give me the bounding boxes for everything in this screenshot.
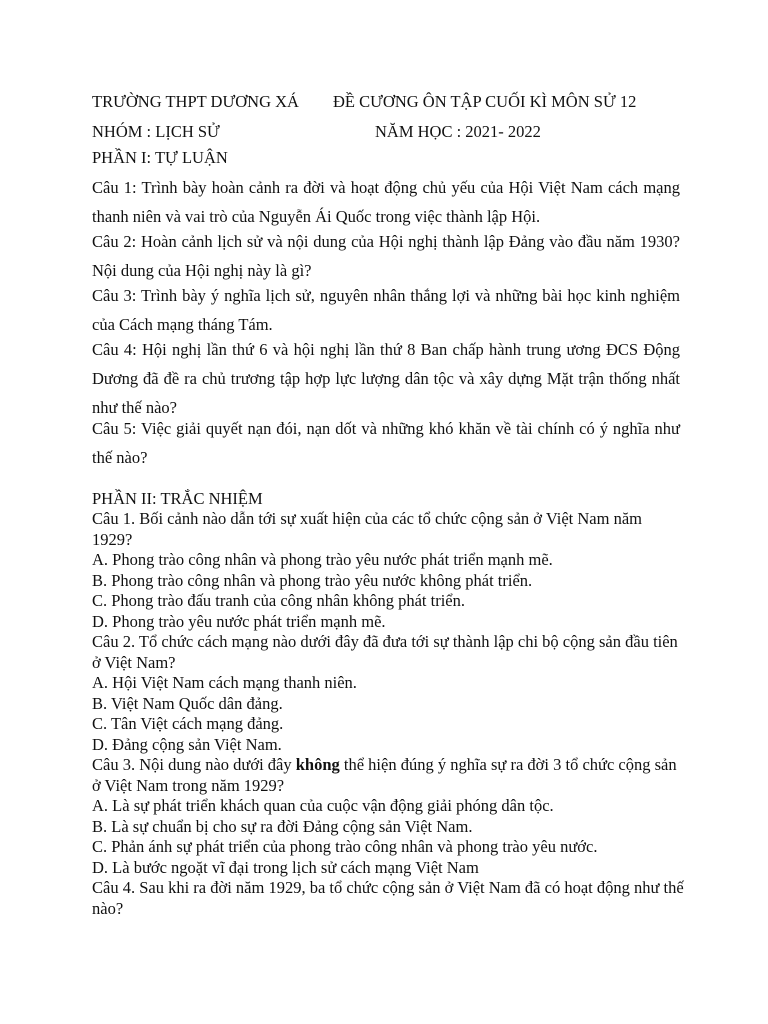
essay-question-4: Câu 4: Hội nghị lần thứ 6 và hội nghị lần thứ 8 Ban chấp hành trung ương ĐCS Động Dương đã đề ra chủ trương tập hợp lực lượng dân tộc và xây dựng Mặt trận thống nhất như thế nào? — [92, 340, 680, 417]
mcq-3-suffix: thể hiện đúng ý nghĩa sự ra đời 3 tổ chức cộng sản ở Việt Nam trong năm 1929? — [92, 755, 677, 795]
mcq-question-3 — [92, 755, 684, 796]
mcq-question-4: Câu 4. Sau khi ra đời năm 1929, ba tổ chức cộng sản ở Việt Nam đã có hoạt động như thế nào? — [92, 878, 684, 918]
school-name: TRƯỜNG THPT DƯƠNG XÁ — [92, 92, 299, 111]
mcq-3-option-d: D. Là bước ngoặt vĩ đại trong lịch sử cách mạng Việt Nam — [92, 857, 479, 877]
essay-question-1: Câu 1: Trình bày hoàn cảnh ra đời và hoạt động chủ yếu của Hội Việt Nam cách mạng thanh niên và vai trò của Nguyễn Ái Quốc trong việc thành lập Hội. — [92, 178, 680, 226]
document-title: ĐỀ CƯƠNG ÔN TẬP CUỐI KÌ MÔN SỬ 12 — [333, 92, 637, 111]
mcq-1-option-c: C. Phong trào đấu tranh của công nhân không phát triển. — [92, 591, 465, 610]
mcq-2-option-c: C. Tân Việt cách mạng đảng. — [92, 714, 284, 733]
mcq-3-option-b: B. Là sự chuẩn bị cho sự ra đời Đảng cộng sản Việt Nam. — [92, 816, 473, 836]
mcq-1-option-d: D. Phong trào yêu nước phát triển mạnh mẽ. — [92, 611, 386, 631]
mcq-3-option-c: C. Phản ánh sự phát triển của phong trào công nhân và phong trào yêu nước. — [92, 837, 598, 856]
mcq-1-option-b: B. Phong trào công nhân và phong trào yêu nước không phát triển. — [92, 570, 533, 590]
school-year: NĂM HỌC : 2021- 2022 — [375, 122, 541, 141]
mcq-3-prefix: Câu 3. Nội dung nào dưới đây — [92, 755, 296, 774]
mcq-3-emphasis: không — [295, 755, 340, 774]
mcq-1-option-a: A. Phong trào công nhân và phong trào yêu nước phát triển mạnh mẽ. — [92, 550, 553, 569]
mcq-2-option-b: B. Việt Nam Quốc dân đảng. — [92, 693, 283, 713]
mcq-question-1: Câu 1. Bối cảnh nào dẫn tới sự xuất hiện của các tổ chức cộng sản ở Việt Nam năm 1929? — [92, 509, 642, 549]
group-name: NHÓM : LỊCH SỬ — [92, 122, 220, 141]
mcq-3-option-a: A. Là sự phát triển khách quan của cuộc vận động giải phóng dân tộc. — [92, 796, 554, 815]
part2-heading: PHẦN II: TRẮC NHIỆM — [92, 489, 263, 508]
mcq-2-option-a: A. Hội Việt Nam cách mạng thanh niên. — [92, 673, 357, 692]
essay-question-3: Câu 3: Trình bày ý nghĩa lịch sử, nguyên nhân thắng lợi và những bài học kinh nghiệm của Cách mạng tháng Tám. — [92, 286, 680, 334]
part1-heading: PHẦN I: TỰ LUẬN — [92, 148, 228, 167]
essay-question-2: Câu 2: Hoàn cảnh lịch sử và nội dung của Hội nghị thành lập Đảng vào đầu năm 1930? Nội dung của Hội nghị này là gì? — [92, 232, 680, 280]
mcq-question-2: Câu 2. Tổ chức cách mạng nào dưới đây đã đưa tới sự thành lập chi bộ cộng sản đầu tiên ở Việt Nam? — [92, 632, 678, 672]
essay-question-5: Câu 5: Việc giải quyết nạn đói, nạn dốt và những khó khăn về tài chính có ý nghĩa như thế nào? — [92, 419, 680, 467]
mcq-2-option-d: D. Đảng cộng sản Việt Nam. — [92, 734, 282, 754]
mcq-block — [92, 509, 684, 919]
